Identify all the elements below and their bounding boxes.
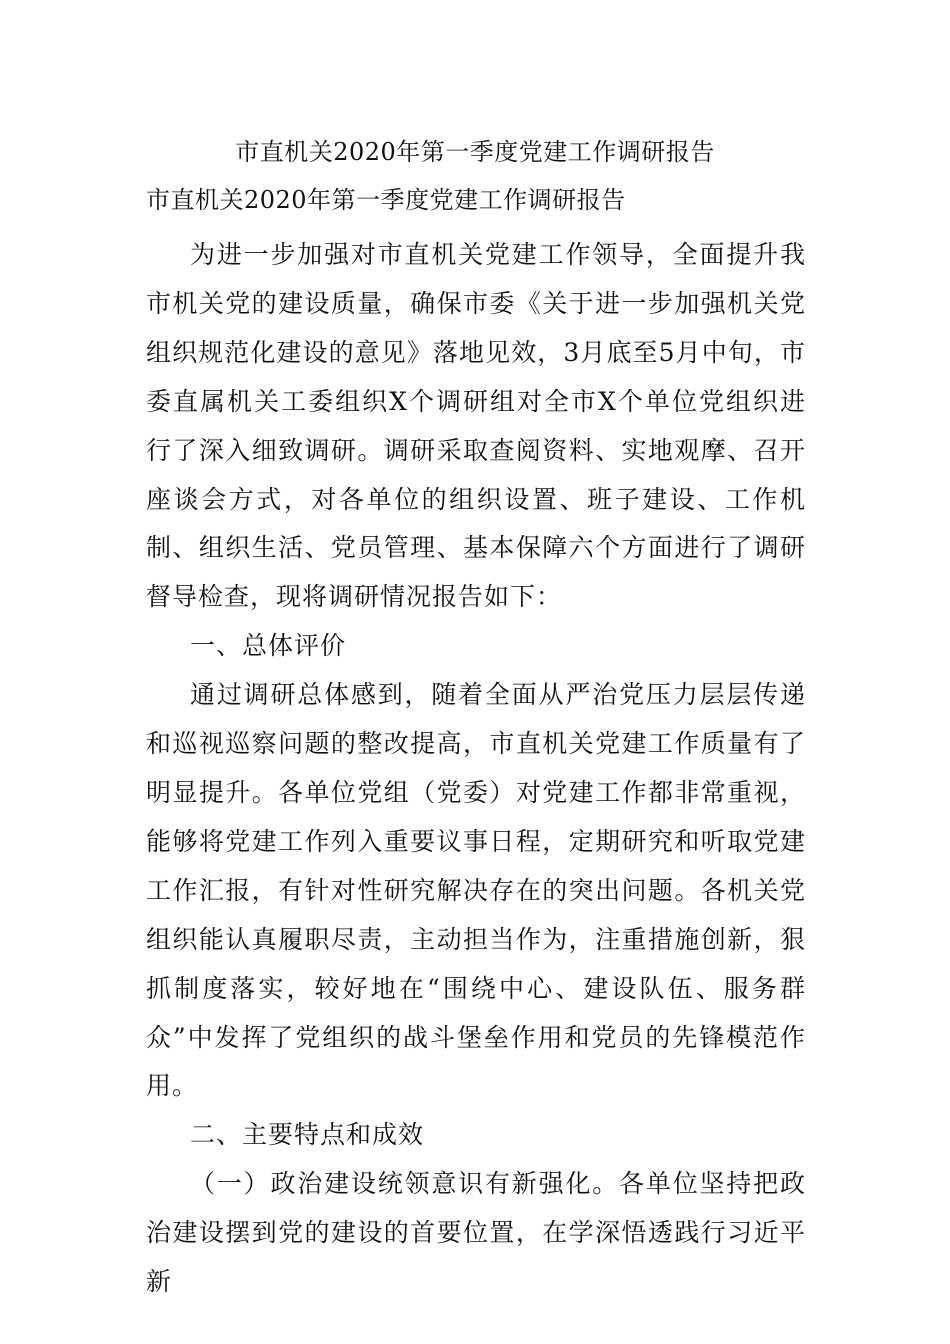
intro-paragraph: 为进一步加强对市直机关党建工作领导，全面提升我市机关党的建设质量，确保市委《关于进一步加强机关党组织规范化建设的意见》落地见效，3月底至5月中旬，市委直属机关工委组织X个调研组对全市X个单位党组织进行了深入细致调研。调研采取查阅资料、实地观摩、召开座谈会方式，对各单位的组织设置、班子建设、工作机制、组织生活、党员管理、基本保障六个方面进行了调研督导检查，现将调研情况报告如下： [146, 240, 806, 612]
document-subtitle: 市直机关2020年第一季度党建工作调研报告 [146, 186, 626, 214]
section-heading-overall-evaluation: 一、总体评价 [190, 631, 347, 661]
document-body [146, 231, 806, 1307]
overall-evaluation-paragraph: 通过调研总体感到，随着全面从严治党压力层层传递和巡视巡察问题的整改提高，市直机关党建工作质量有了明显提升。各单位党组（党委）对党建工作都非常重视，能够将党建工作列入重要议事日程，定期研究和听取党建工作汇报，有针对性研究解决存在的突出问题。各机关党组织能认真履职尽责，主动担当作为，注重措施创新，狠抓制度落实，较好地在“围绕中心、建设队伍、服务群众”中发挥了党组织的战斗堡垒作用和党员的先锋模范作用。 [146, 680, 806, 1101]
political-construction-paragraph: （一）政治建设统领意识有新强化。各单位坚持把政治建设摆到党的建设的首要位置，在学深悟透践行习近平新 [146, 1169, 806, 1297]
document-title: 市直机关2020年第一季度党建工作调研报告 [235, 138, 715, 166]
section-heading-features-results: 二、主要特点和成效 [190, 1120, 425, 1150]
